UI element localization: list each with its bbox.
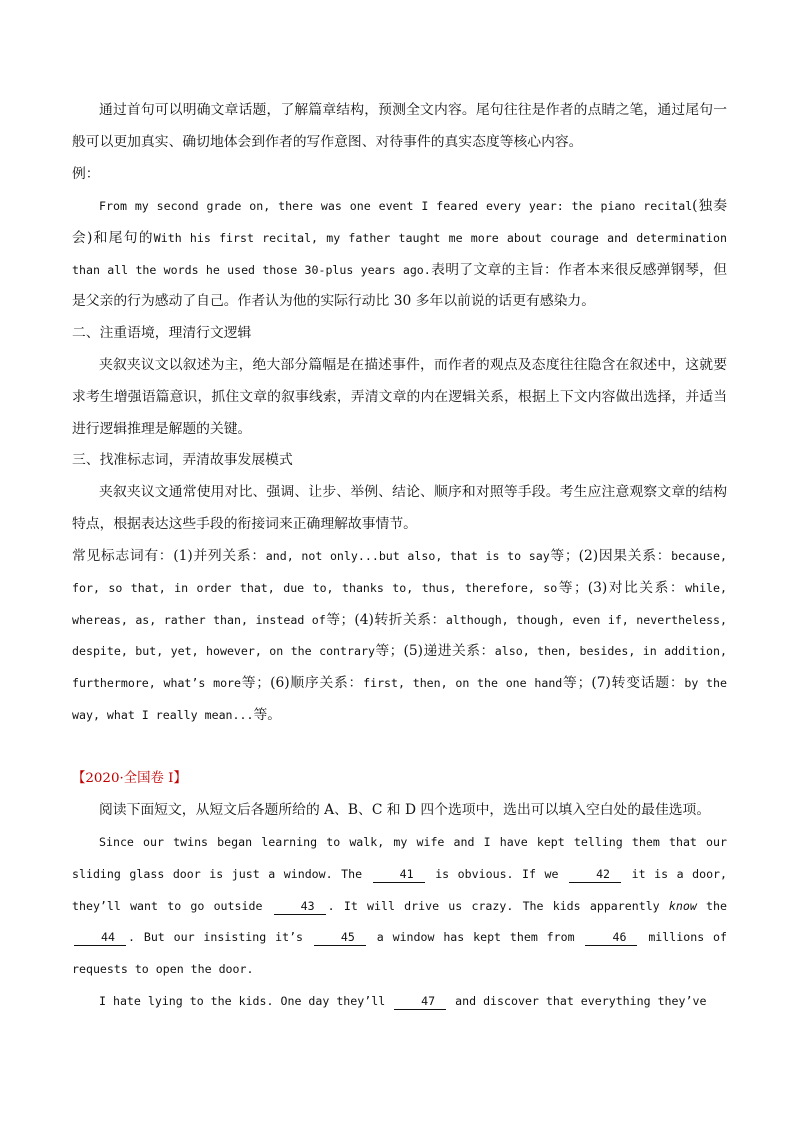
passage-text-2b: and discover that everything they’ve (455, 994, 707, 1008)
section-2-body: 夹叙夹议文以叙述为主，绝大部分篇幅是在描述事件，而作者的观点及态度往往隐含在叙述中，这就要求考生增强语篇意识，抓住文章的叙事线索，弄清文章的内在逻辑关系，根据上下文内容做出选择，并适当进行逻辑推理是解题的关键。 (72, 357, 727, 437)
markers-sep-1: 等；(2)因果关系： (549, 548, 672, 564)
markers-contrast: while, whereas, as, rather than, instead of (72, 580, 727, 627)
passage-paragraph-2 (72, 986, 727, 1018)
example-cn-2: 表明了文章的主旨：作者本来很反感弹钢琴，但是父亲的行为感动了自己。作者认为他的实际行动比 30 多年以前说的话更有感染力。 (72, 261, 728, 310)
passage-know-italic: know (668, 898, 697, 913)
blank-45[interactable]: 45 (314, 930, 366, 946)
markers-progression: also, then, besides, in addition, furthermore, what’s more (72, 644, 727, 691)
markers-sep-7: 等。 (253, 706, 282, 723)
markers-topic: by the way, what I really mean... (72, 676, 728, 722)
blank-43[interactable]: 43 (274, 899, 326, 915)
passage-text-1g: a window has kept them from (376, 930, 575, 945)
section-3-body: 夹叙夹议文通常使用对比、强调、让步、举例、结论、顺序和对照等手段。考生应注意观察文章的结构特点，根据表达这些手段的衔接词来正确理解故事情节。 (72, 484, 727, 532)
exam-tag: 【2020·全国卷 I】 (72, 771, 187, 786)
markers-paragraph (72, 541, 727, 732)
passage-text-1e: the (706, 898, 727, 913)
blank-41[interactable]: 41 (373, 867, 425, 883)
passage-text-2a: I hate lying to the kids. One day they’ll (99, 994, 386, 1008)
markers-parallel: and, not only...but also, that is to say (265, 549, 550, 563)
markers-lead: 常见标志词有：(1)并列关系： (72, 548, 266, 564)
markers-sep-5: 等；(6)顺序关系： (241, 675, 364, 692)
blank-42[interactable]: 42 (569, 867, 621, 883)
markers-sep-2: 等；(3)对比关系： (557, 579, 686, 596)
blank-47[interactable]: 47 (394, 994, 446, 1010)
passage-text-1d: . It will drive us crazy. The kids apparently (327, 898, 660, 913)
example-label: 例： (72, 166, 100, 182)
exam-instruction: 阅读下面短文，从短文后各题所给的 A、B、C 和 D 四个选项中，选出可以填入空白处的最佳选项。 (99, 802, 711, 818)
passage-text-1c: it is a door, they’ll want to go outside (72, 866, 728, 913)
blank-44[interactable]: 44 (74, 930, 126, 946)
example-paragraph (72, 191, 727, 318)
markers-turn: although, though, even if, nevertheless, despite, but, yet, however, on the contrary (72, 612, 728, 659)
markers-sep-6: 等；(7)转变话题： (562, 675, 685, 692)
markers-sequence: first, then, on the one hand (363, 676, 563, 691)
intro-text: 通过首句可以明确文章话题，了解篇章结构，预测全文内容。尾句往往是作者的点睛之笔，通过尾句一般可以更加真实、确切地体会到作者的写作意图、对待事件的真实态度等核心内容。 (72, 102, 727, 150)
markers-sep-4: 等；(5)递进关系： (374, 643, 495, 660)
passage-text-1a: Since our twins began learning to walk, my wife and I have kept telling them that our sliding glass door is just a window. The (72, 835, 727, 881)
passage-text-1h: millions of requests to open the door. (72, 930, 727, 977)
passage-paragraph-1 (72, 827, 727, 986)
example-en-1: From my second grade on, there was one event I feared every year: the piano recital (99, 199, 693, 213)
markers-cause: because, for, so that, in order that, due to, thanks to, thus, therefore, so (72, 549, 728, 595)
intro-paragraph (72, 95, 727, 159)
example-en-2: With his first recital, my father taught me more about courage and determination than all the words he used those 30-plus years ago. (72, 230, 727, 277)
blank-46[interactable]: 46 (585, 930, 637, 946)
passage-text-1f: . But our insisting it’s (128, 930, 304, 945)
section-3-heading: 三、找准标志词，弄清故事发展模式 (72, 452, 293, 468)
markers-sep-3: 等；(4)转折关系： (325, 611, 446, 628)
section-2-heading: 二、注重语境，理清行文逻辑 (72, 325, 252, 341)
passage-text-1b: is obvious. If we (435, 866, 559, 881)
example-cn-1: (独奏会)和尾句的 (72, 198, 727, 246)
